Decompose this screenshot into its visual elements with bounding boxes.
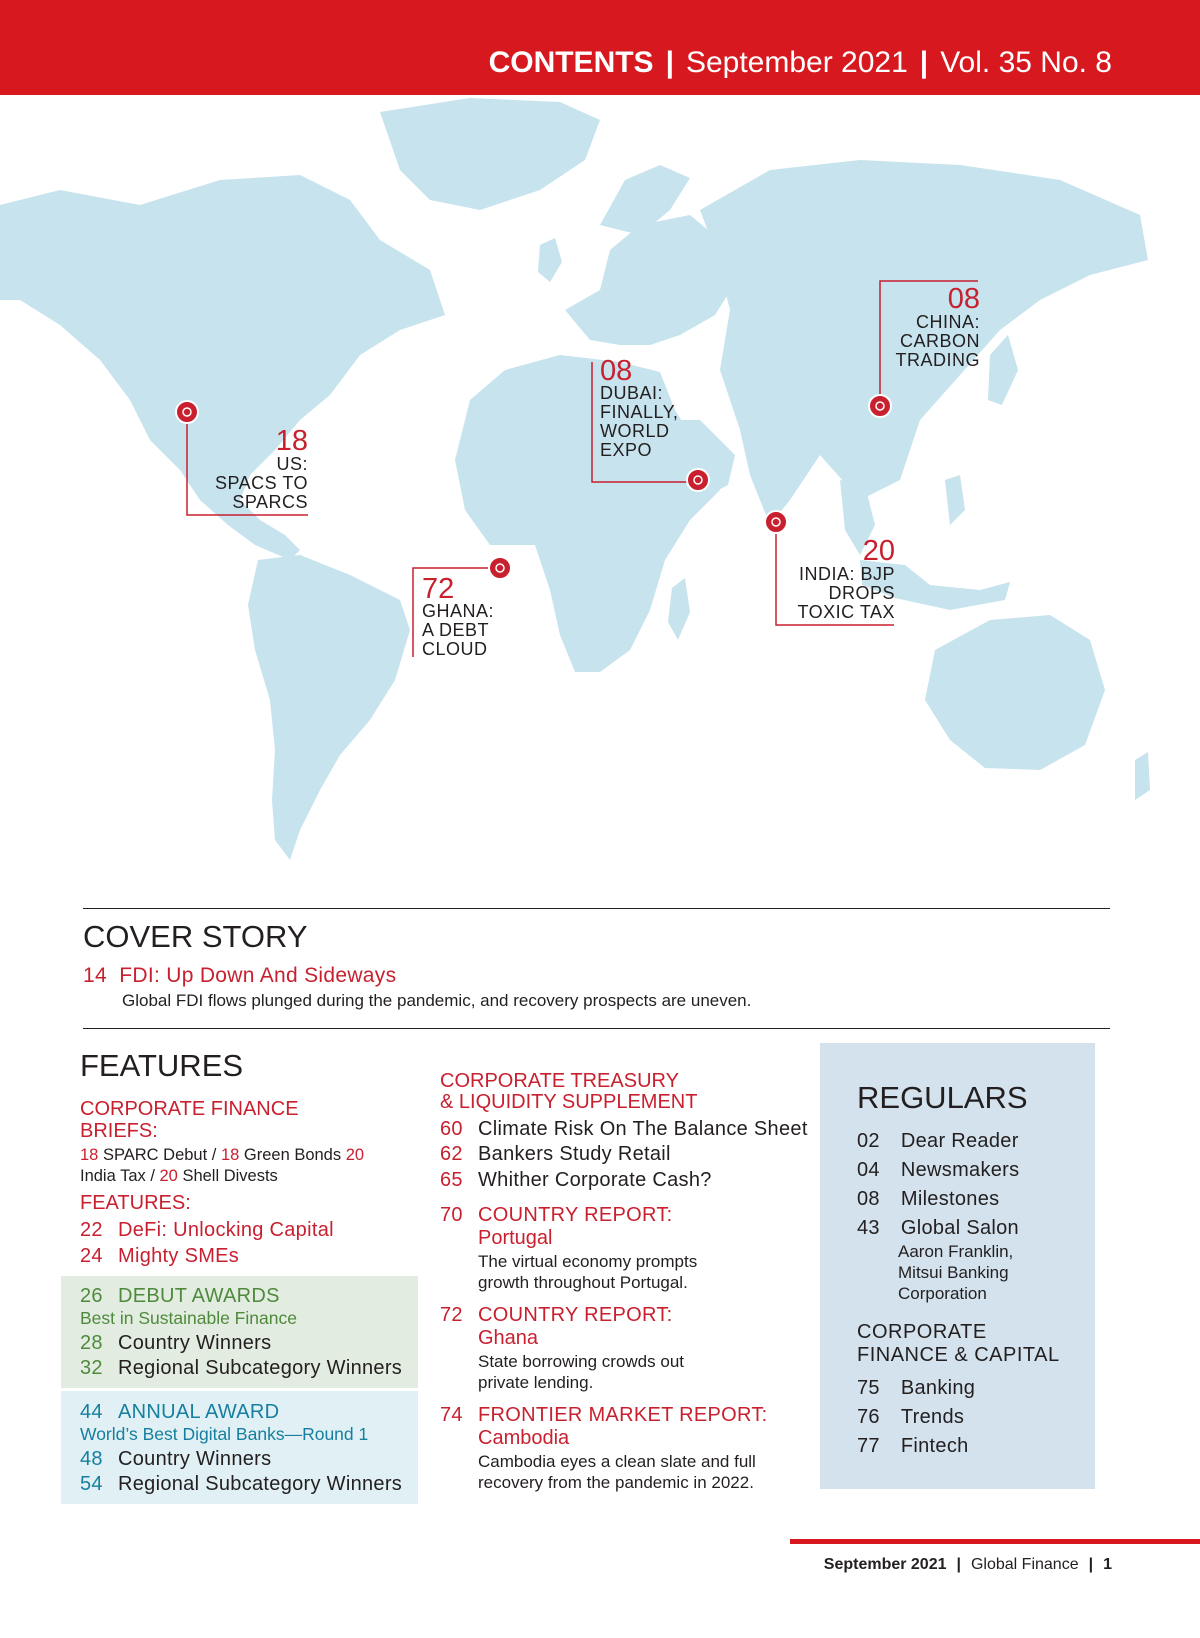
divider-top [83, 908, 1110, 909]
report-ghana-country[interactable]: Ghana [478, 1327, 539, 1349]
divider-bottom [83, 1028, 1110, 1029]
footer-text: September 2021 | Global Finance | 1 [823, 1556, 1112, 1573]
briefs-title: CORPORATE FINANCE BRIEFS: [80, 1098, 299, 1142]
supplement-item-cash[interactable]: 65 Whither Corporate Cash? [440, 1169, 712, 1191]
header-text: CONTENTS | September 2021 | Vol. 35 No. 8 [488, 46, 1112, 79]
feature-item-smes[interactable]: 24 Mighty SMEs [80, 1245, 240, 1267]
regular-item-newsmakers[interactable]: 04 Newsmakers [857, 1159, 1020, 1181]
cover-story-link[interactable]: 14 FDI: Up Down And Sideways [83, 964, 397, 987]
report-portugal-desc: The virtual economy prompts growth throughout Portugal. [478, 1252, 698, 1292]
regular-item-milestones[interactable]: 08 Milestones [857, 1188, 1000, 1210]
contents-title: CONTENTS [488, 46, 654, 79]
marker-china-page[interactable]: 08 [947, 283, 980, 315]
debut-regional-winners[interactable]: 32 Regional Subcategory Winners [80, 1357, 403, 1379]
annual-award-subtitle: World’s Best Digital Banks—Round 1 [80, 1424, 369, 1444]
supplement-item-climate[interactable]: 60 Climate Risk On The Balance Sheet [440, 1118, 808, 1140]
footer-date: September 2021 [823, 1556, 947, 1573]
briefs-line-1[interactable]: 18 SPARC Debut / 18 Green Bonds 20 [80, 1146, 365, 1164]
issue-date: September 2021 [685, 46, 908, 79]
report-ghana-title[interactable]: 72 COUNTRY REPORT: [440, 1304, 673, 1326]
annual-award-title[interactable]: 44 ANNUAL AWARD [80, 1401, 280, 1423]
report-cambodia-title[interactable]: 74 FRONTIER MARKET REPORT: [440, 1404, 768, 1426]
report-cambodia-country[interactable]: Cambodia [478, 1427, 570, 1449]
debut-awards-title[interactable]: 26 DEBUT AWARDS [80, 1285, 280, 1307]
global-salon-subtitle: Aaron Franklin, Mitsui Banking Corporation [898, 1242, 1014, 1303]
feature-item-defi[interactable]: 22 DeFi: Unlocking Capital [80, 1219, 334, 1241]
footer-publication: Global Finance [970, 1556, 1079, 1573]
footer-page-number: 1 [1103, 1556, 1112, 1573]
marker-ghana-label[interactable]: GHANA: A DEBT CLOUD [422, 601, 495, 659]
supplement-item-bankers[interactable]: 62 Bankers Study Retail [440, 1143, 671, 1165]
report-cambodia-desc: Cambodia eyes a clean slate and full recovery from the pandemic in 2022. [478, 1452, 756, 1492]
debut-country-winners[interactable]: 28 Country Winners [80, 1332, 272, 1354]
issue-volume: Vol. 35 No. 8 [940, 46, 1112, 79]
regular-item-fintech[interactable]: 77 Fintech [857, 1435, 969, 1457]
annual-award-panel [61, 1391, 418, 1504]
supplement-title: CORPORATE TREASURY & LIQUIDITY SUPPLEMENT [440, 1070, 698, 1113]
marker-india-label[interactable]: INDIA: BJP DROPS TOXIC TAX [797, 564, 895, 622]
debut-awards-subtitle: Best in Sustainable Finance [80, 1308, 297, 1328]
marker-dubai-page[interactable]: 08 [600, 355, 633, 387]
regulars-panel [820, 1043, 1095, 1489]
regular-item-banking[interactable]: 75 Banking [857, 1377, 976, 1399]
world-map-graphic [0, 95, 1200, 900]
report-ghana-desc: State borrowing crowds out private lending. [478, 1352, 684, 1392]
regular-item-dear-reader[interactable]: 02 Dear Reader [857, 1130, 1019, 1152]
regular-item-global-salon[interactable]: 43 Global Salon [857, 1217, 1019, 1239]
annual-regional-winners[interactable]: 54 Regional Subcategory Winners [80, 1473, 403, 1495]
marker-ghana-page[interactable]: 72 [422, 573, 455, 605]
report-portugal-title[interactable]: 70 COUNTRY REPORT: [440, 1204, 673, 1226]
footer-rule [790, 1539, 1200, 1544]
cover-story-heading: COVER STORY [83, 919, 308, 954]
briefs-line-2[interactable]: India Tax / 20 Shell Divests [80, 1167, 278, 1185]
marker-us-page[interactable]: 18 [275, 425, 308, 457]
report-portugal-country[interactable]: Portugal [478, 1227, 553, 1249]
cover-story-description: Global FDI flows plunged during the pandemic, and recovery prospects are uneven. [122, 991, 752, 1010]
features-heading: FEATURES [80, 1048, 244, 1083]
marker-china-label[interactable]: CHINA: CARBON TRADING [895, 312, 980, 370]
marker-dubai-label[interactable]: DUBAI: FINALLY, WORLD EXPO [600, 383, 679, 460]
annual-country-winners[interactable]: 48 Country Winners [80, 1448, 272, 1470]
corporate-finance-capital-heading: CORPORATE FINANCE & CAPITAL [857, 1321, 1060, 1366]
marker-india-page[interactable]: 20 [862, 535, 895, 567]
regular-item-trends[interactable]: 76 Trends [857, 1406, 965, 1428]
world-map [0, 95, 1200, 900]
debut-awards-panel [61, 1276, 418, 1388]
features-label: FEATURES: [80, 1192, 191, 1214]
marker-us-label[interactable]: US: SPACS TO SPARCS [214, 454, 308, 512]
header-bar [0, 0, 1200, 95]
regulars-heading: REGULARS [857, 1080, 1028, 1115]
